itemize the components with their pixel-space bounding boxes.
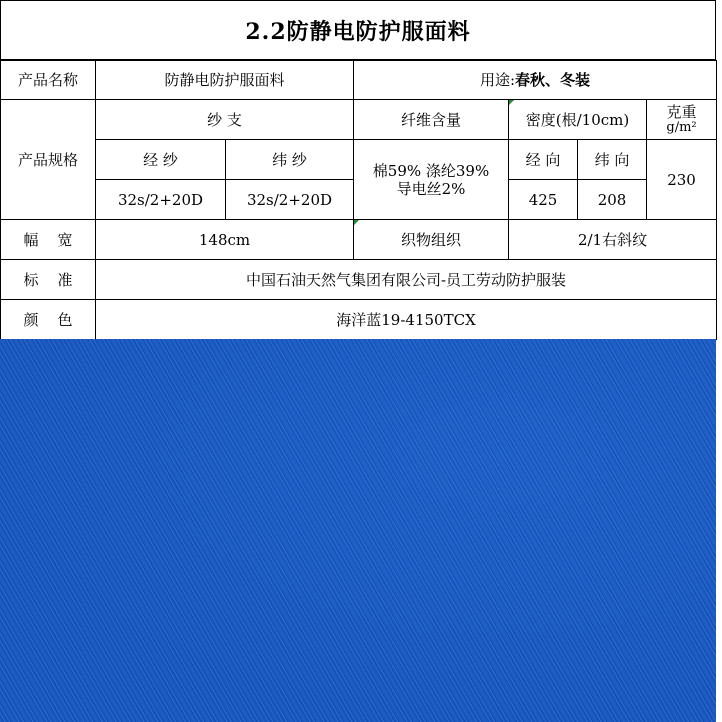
weave-label: 织物组织 (354, 220, 509, 260)
weight-value: 230 (647, 140, 717, 220)
density-header: 密度(根/10cm) (509, 100, 647, 140)
fiber-value-line2: 导电丝2% (396, 179, 466, 198)
row-spec-subheader (1, 140, 717, 180)
color-label: 颜 色 (1, 300, 96, 340)
color-value: 海洋蓝19-4150TCX (96, 300, 717, 340)
warp-yarn-header: 经 纱 (96, 140, 226, 180)
weft-yarn-header: 纬 纱 (226, 140, 354, 180)
row-width (1, 220, 717, 260)
spec-label: 产品规格 (1, 100, 96, 220)
usage-value: 春秋、冬装 (515, 71, 591, 89)
warp-density-header: 经 向 (509, 140, 578, 180)
fiber-value-cell (354, 140, 509, 220)
weft-density-value: 208 (578, 180, 647, 220)
standard-label: 标 准 (1, 260, 96, 300)
warp-density-value: 425 (509, 180, 578, 220)
width-value: 148cm (96, 220, 354, 260)
usage-label: 用途: (479, 71, 516, 89)
product-name-value: 防静电防护服面料 (96, 61, 354, 100)
fiber-value-line1: 棉59% 涤纶39% (372, 161, 490, 180)
row-product-name (1, 61, 717, 100)
weft-density-header: 纬 向 (578, 140, 647, 180)
weave-value: 2/1右斜纹 (509, 220, 717, 260)
weight-header: 克重 (666, 103, 697, 122)
fiber-header: 纤维含量 (354, 100, 509, 140)
yarn-header: 纱 支 (96, 100, 354, 140)
weight-unit: g/m² (666, 120, 697, 136)
standard-value: 中国石油天然气集团有限公司-员工劳动防护服装 (96, 260, 717, 300)
fabric-swatch-image (0, 339, 716, 722)
usage-cell (354, 61, 717, 100)
document-title: 2.2防静电防护服面料 (0, 0, 716, 60)
row-spec-header (1, 100, 717, 140)
spec-table (0, 60, 717, 340)
product-name-label: 产品名称 (1, 61, 96, 100)
warp-yarn-value: 32s/2+20D (96, 180, 226, 220)
row-color (1, 300, 717, 340)
weft-yarn-value: 32s/2+20D (226, 180, 354, 220)
weight-header-cell (647, 100, 717, 140)
width-label: 幅 宽 (1, 220, 96, 260)
row-standard (1, 260, 717, 300)
